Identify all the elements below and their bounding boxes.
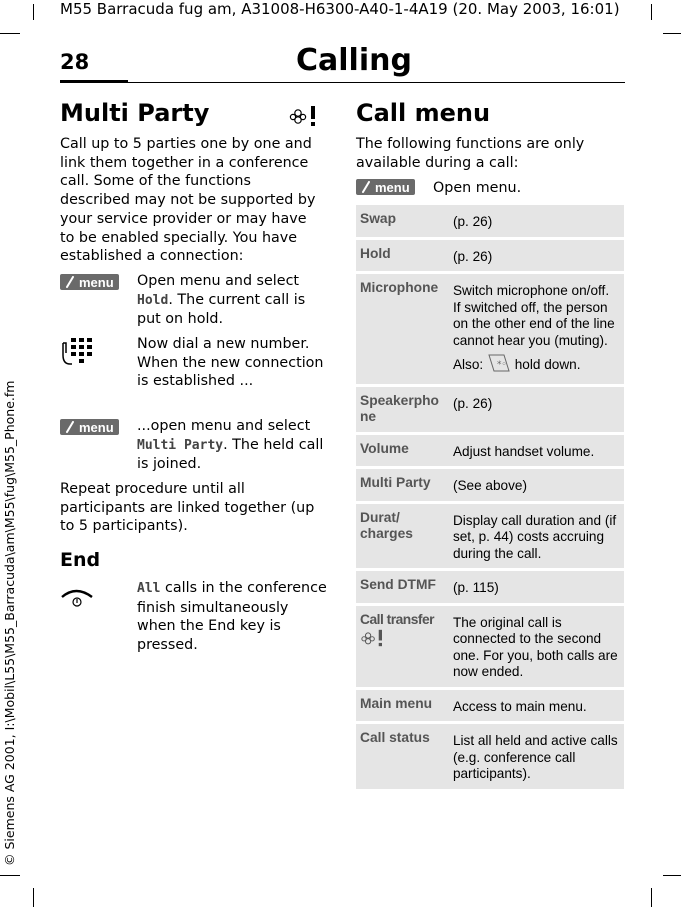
crop-mark <box>0 33 20 34</box>
open-menu-text: Open menu. <box>433 180 522 196</box>
also-suffix: hold down. <box>514 356 581 372</box>
crop-mark <box>0 875 20 876</box>
end-text <box>137 579 327 655</box>
end-description: calls in the conference finish simultaneously when the End key is pressed. <box>137 580 327 654</box>
document-header-line: M55 Barracuda fug am, A31008-H6300-A40-1-4A19 (20. May 2003, 16:01) <box>60 0 620 18</box>
row-value: List all held and active calls (e.g. conference call participants). <box>447 724 624 789</box>
row-key: Volume <box>356 435 447 467</box>
repeat-procedure-text: Repeat procedure until all participants are linked together (up to 5 participants). <box>60 481 315 535</box>
row-key <box>356 606 447 687</box>
phone-slash-icon <box>361 181 371 193</box>
row-value: (See above) <box>447 469 624 501</box>
crop-mark <box>663 875 681 876</box>
page-title: Calling <box>296 43 412 78</box>
step-post: . The held call is joined. <box>137 436 324 473</box>
microphone-also <box>453 353 618 378</box>
phone-slash-icon <box>65 276 75 288</box>
table-row <box>356 469 624 501</box>
menu-key[interactable] <box>60 419 119 435</box>
row-value: (p. 26) <box>447 387 624 432</box>
end-heading: End <box>60 549 101 571</box>
network-dependent-icon <box>360 629 386 652</box>
table-row <box>356 606 624 687</box>
row-key: Swap <box>356 205 447 237</box>
network-dependent-icon <box>289 105 319 127</box>
row-key: Main menu <box>356 690 447 722</box>
step-pre: Open menu and select <box>137 273 300 289</box>
multi-party-heading: Multi Party <box>60 99 210 127</box>
multi-party-intro: Call up to 5 parties one by one and link them together in a conference call. Some of the functions described may not be supported by your service provider or may have to be enabled specially. You have established a connection: <box>60 136 316 265</box>
row-key: Hold <box>356 240 447 272</box>
copyright-sidebar: © Siemens AG 2001, I:\Mobil\L55\M55_Barracuda\am\M55\fug\M55_Phone.fm <box>2 380 17 866</box>
row-key <box>356 387 447 432</box>
crop-mark <box>33 888 34 907</box>
step-text <box>137 417 327 474</box>
table-row <box>356 690 624 722</box>
crop-mark <box>651 4 652 20</box>
row-key: Durat/ charges <box>356 504 447 569</box>
microphone-description: Switch microphone on/off. If switched off, the person on the other end of the line cannot hear you (muting). <box>452 283 615 348</box>
row-value: The original call is connected to the second one. For you, both calls are now ended. <box>447 606 624 687</box>
call-menu-heading: Call menu <box>356 99 491 127</box>
table-row <box>356 571 624 603</box>
table-row <box>356 435 624 467</box>
table-row <box>356 387 624 432</box>
header-rule-thin <box>128 82 625 83</box>
crop-mark <box>33 4 34 20</box>
menu-key-label: menu <box>79 274 114 290</box>
call-menu-intro: The following functions are only available during a call: <box>356 136 585 171</box>
header-rule-thick <box>60 80 128 83</box>
row-value: (p. 115) <box>447 571 624 603</box>
row-key: Multi Party <box>356 469 447 501</box>
multi-party-steps <box>60 272 325 472</box>
table-row <box>356 205 624 237</box>
step-text: Now dial a new number. When the new connection is established ... <box>137 336 324 390</box>
table-row <box>356 274 624 384</box>
row-key: Call status <box>356 724 447 789</box>
row-value: Display call duration and (if set, p. 44) costs accruing during the call. <box>447 504 624 569</box>
menu-key-label: menu <box>79 419 114 435</box>
step-keyword: Multi Party <box>137 437 224 453</box>
step-pre: ...open menu and select <box>137 418 311 434</box>
table-row <box>356 504 624 569</box>
step-keyword: Hold <box>137 292 169 308</box>
row-value: Access to main menu. <box>447 690 624 722</box>
star-key-icon <box>487 353 511 378</box>
step-post: . The current call is put on hold. <box>137 291 306 328</box>
row-value <box>447 274 624 384</box>
call-transfer-label: Call transfer <box>360 611 435 627</box>
menu-key-label: menu <box>375 179 410 195</box>
keypad-icon <box>60 337 94 371</box>
page-number: 28 <box>60 50 90 74</box>
menu-key[interactable] <box>60 274 119 290</box>
also-prefix: Also: <box>452 356 484 372</box>
end-keyword: All <box>137 581 161 596</box>
crop-mark <box>663 33 681 34</box>
crop-mark <box>651 888 652 907</box>
row-key: Microphone <box>356 274 447 384</box>
step-text <box>137 272 327 329</box>
table-row <box>356 240 624 272</box>
phone-slash-icon <box>65 421 75 433</box>
call-menu-table <box>356 202 624 792</box>
menu-key[interactable] <box>356 179 415 195</box>
svg-text:*◦: *◦ <box>496 360 507 370</box>
speakerphone-label: Speakerphone <box>360 392 439 424</box>
row-value: (p. 26) <box>447 205 624 237</box>
row-value: Adjust handset volume. <box>447 435 624 467</box>
row-value: (p. 26) <box>447 240 624 272</box>
table-row <box>356 724 624 789</box>
end-key-icon <box>60 587 94 613</box>
row-key: Send DTMF <box>356 571 447 603</box>
